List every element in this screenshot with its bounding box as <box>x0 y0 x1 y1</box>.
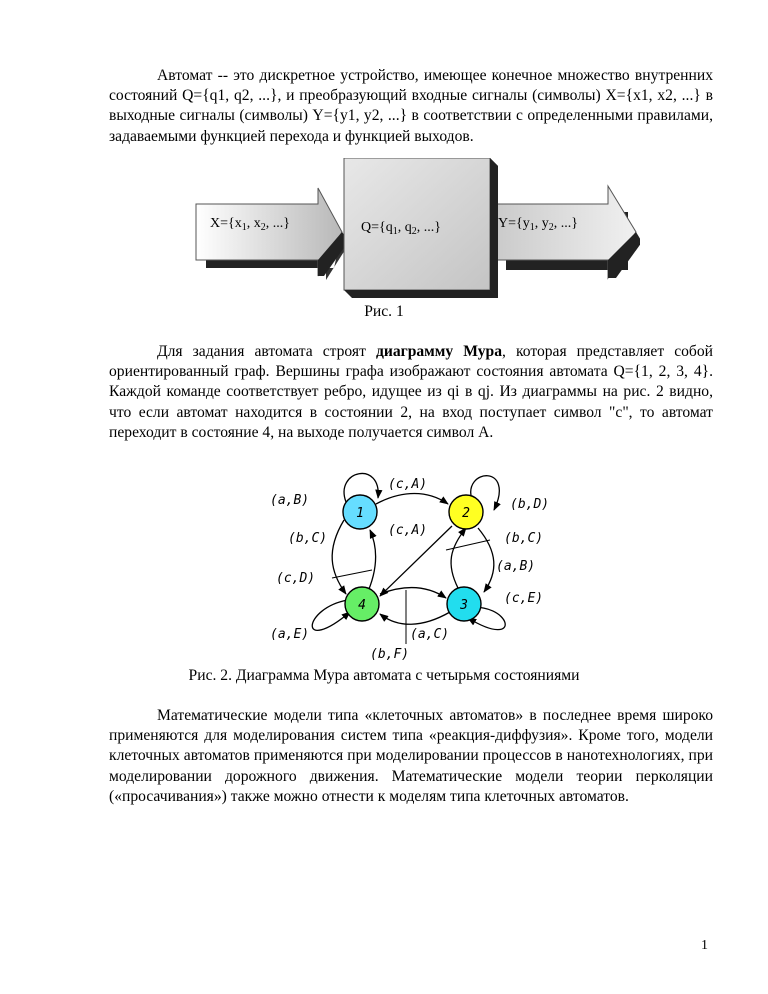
edge-3-2 <box>451 528 466 588</box>
input-arrow <box>196 188 350 280</box>
svg-text:2: 2 <box>462 506 470 521</box>
label-bF: (b,F) <box>370 647 410 660</box>
label-aE: (a,E) <box>270 627 310 642</box>
node-4 <box>345 587 379 621</box>
cellular-automata-paragraph: Математические модели типа «клеточных автоматов» в последнее время широко применяются для моделирования систем типа «реакция-диффузия». Кроме того, модели клеточных автоматов применяются при моделировании процессов в нанотехнологиях, при моделировании дорожного движения. Математические модели теории перколяции («просачивания») также можно отнести к моделям типа клеточных автоматов. <box>109 707 713 805</box>
moore-paragraph: Для задания автомата строят диаграмму Мура, которая представляет собой ориентированный граф. Вершины графа изображают состояния автомата Q={1, 2, 3, 4}. Каждой команде соответствует ребро, идущее из qi в qj. Из диаграммы на рис. 2 видно, что если автомат находится в состоянии 2, на вход поступает символ "c", то автомат переходит в состояние 4, на выходе получается символ A. <box>109 343 713 441</box>
edge-2-3 <box>478 528 494 592</box>
input-label: $X=\{x_1$, $x_2$, ...} <box>210 216 290 233</box>
label-bC-left: (b,C) <box>288 531 328 546</box>
svg-text:3: 3 <box>460 598 468 613</box>
figure-2-caption: Рис. 2. Диаграмма Мура автомата с четырьмя состояниями <box>188 667 580 684</box>
label-cE: (c,E) <box>504 591 544 606</box>
node-3 <box>447 587 481 621</box>
node-1 <box>343 495 377 529</box>
label-bC-right: (b,C) <box>504 531 544 546</box>
intro-paragraph: Автомат -- это дискретное устройство, имеющее конечное множество внутренних состояний Q={q1, q2, ...}, и преобразующий входные сигналы (символы) X={x1, x2, ...} в выходные сигналы (символы) Y={y1, y2, ...} в соответствии с определенными правилами, задаваемыми функцией перехода и функцией выходов. <box>109 67 713 145</box>
edge-1-4 <box>332 520 346 594</box>
figure-2-moore-diagram <box>262 460 562 660</box>
edge-4-3 <box>380 588 446 598</box>
state-label: $Q=\{q_1$, $q_2$, ...} <box>361 220 441 237</box>
figure-1-automaton-block <box>180 158 640 310</box>
figure-1-caption: Рис. 1 <box>364 303 404 320</box>
pointer-bC <box>446 540 490 550</box>
edge-3-4 <box>380 612 450 624</box>
label-cA-mid: (c,A) <box>388 523 428 538</box>
pointer-cD <box>332 570 372 578</box>
label-cA-top: (c,A) <box>388 477 428 492</box>
moore-diagram-term: диаграмму Мура <box>375 343 503 360</box>
node-2 <box>449 495 483 529</box>
output-arrow <box>486 186 640 278</box>
output-label: $Y=\{y_1$, $y_2$, ...} <box>498 216 578 233</box>
label-bD: (b,D) <box>510 497 550 512</box>
svg-text:4: 4 <box>358 598 366 613</box>
label-aB-right: (a,B) <box>496 559 536 574</box>
label-aC: (a,C) <box>410 627 450 642</box>
label-cD: (c,D) <box>276 571 316 586</box>
svg-text:1: 1 <box>356 506 364 521</box>
edge-4-1 <box>366 530 376 596</box>
page-number: 1 <box>701 938 708 953</box>
label-aB-loop1: (a,B) <box>270 493 310 508</box>
edge-1-2 <box>376 494 448 505</box>
